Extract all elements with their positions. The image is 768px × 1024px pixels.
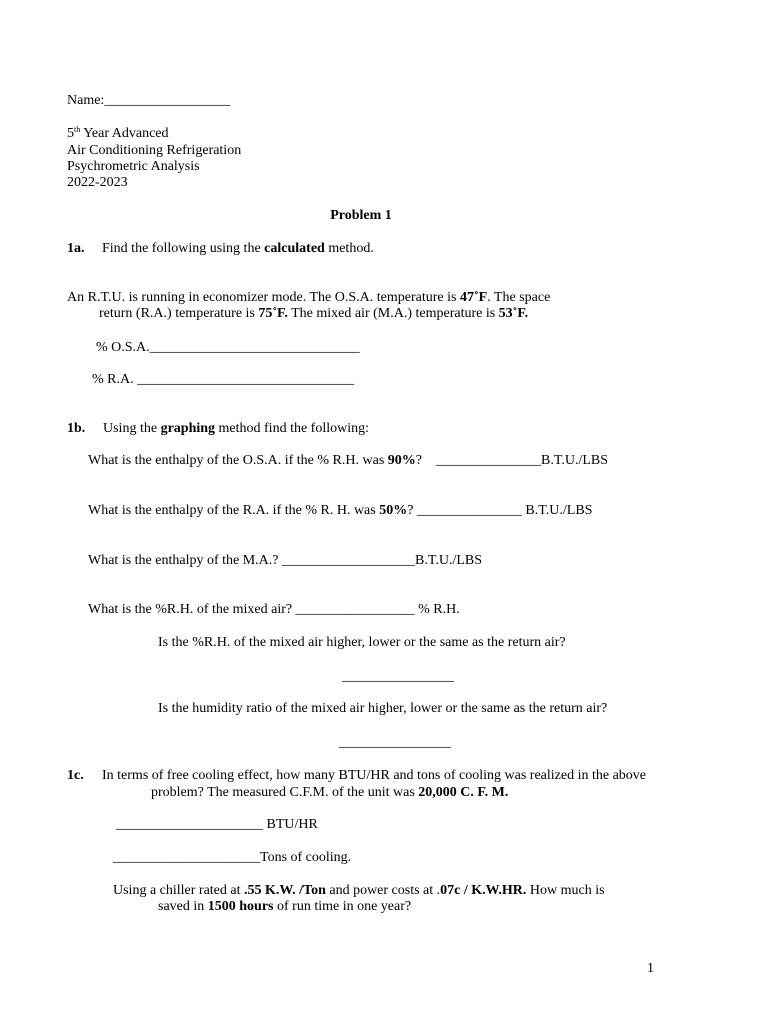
question-1c-line-1: In terms of free cooling effect, how many BTU/HR and tons of cooling was realized in the above <box>102 768 647 783</box>
school-year: 2022-2023 <box>67 175 128 190</box>
question-1a-number: 1a. <box>67 241 85 256</box>
name-field: Name:__________________ <box>67 93 231 108</box>
question-1b-text: Using the graphing method find the following: <box>103 421 370 436</box>
osa-temperature: 47˚F <box>459 290 488 305</box>
year-ordinal-suffix: th <box>74 125 81 134</box>
topic-title: Psychrometric Analysis <box>67 159 200 174</box>
rh-comparison-blank[interactable]: ________________ <box>342 669 454 684</box>
run-hours: 1500 hours <box>207 899 274 914</box>
chiller-question-line-2: saved in 1500 hours of run time in one year? <box>158 899 412 914</box>
page-number: 1 <box>647 961 654 976</box>
year-label <box>67 126 169 142</box>
question-1c-line-2: problem? The measured C.F.M. of the unit was 20,000 C. F. M. <box>151 785 509 800</box>
osa-rh-value: 90% <box>387 453 416 468</box>
ma-rh-question[interactable]: What is the %R.H. of the mixed air? _________________ % R.H. <box>88 602 460 617</box>
question-1b-number: 1b. <box>67 421 86 436</box>
course-title: Air Conditioning Refrigeration <box>67 143 242 158</box>
cfm-value: 20,000 C. F. M. <box>418 785 509 800</box>
chiller-rating: .55 K.W. /Ton <box>244 883 326 898</box>
ra-temperature: 75˚F. <box>258 306 288 321</box>
rh-comparison-question: Is the %R.H. of the mixed air higher, lower or the same as the return air? <box>158 635 566 650</box>
power-cost: 07c / K.W.HR. <box>440 883 527 898</box>
humidity-ratio-question: Is the humidity ratio of the mixed air higher, lower or the same as the return air? <box>158 701 608 716</box>
question-1c-number: 1c. <box>67 768 84 783</box>
osa-percent-blank[interactable]: % O.S.A.______________________________ <box>96 340 360 355</box>
osa-enthalpy-question[interactable]: What is the enthalpy of the O.S.A. if the % R.H. was 90%? _______________B.T.U./LBS <box>88 453 609 468</box>
year-number: 5 <box>67 126 74 141</box>
tons-cooling-blank[interactable]: _____________________Tons of cooling. <box>113 850 352 865</box>
problem-title: Problem 1 <box>330 208 392 223</box>
ra-percent-blank[interactable]: % R.A. _______________________________ <box>92 372 355 387</box>
calculated-emphasis: calculated <box>264 241 325 256</box>
year-label-rest: Year Advanced <box>80 126 169 141</box>
btu-hr-blank[interactable]: _____________________ BTU/HR <box>116 817 318 832</box>
graphing-emphasis: graphing <box>160 421 216 436</box>
humidity-ratio-blank[interactable]: ________________ <box>339 735 451 750</box>
ma-temperature: 53˚F. <box>498 306 529 321</box>
question-1a-text: Find the following using the calculated method. <box>102 241 374 256</box>
ra-enthalpy-question[interactable]: What is the enthalpy of the R.A. if the % R. H. was 50%? _______________ B.T.U./LBS <box>88 503 593 518</box>
scenario-line-1: An R.T.U. is running in economizer mode. The O.S.A. temperature is 47˚F. The space <box>67 290 551 305</box>
ma-enthalpy-question[interactable]: What is the enthalpy of the M.A.? ___________________B.T.U./LBS <box>88 553 483 568</box>
scenario-line-2: return (R.A.) temperature is 75˚F. The mixed air (M.A.) temperature is 53˚F. <box>99 306 529 321</box>
ra-rh-value: 50% <box>379 503 408 518</box>
chiller-question-line-1: Using a chiller rated at .55 K.W. /Ton and power costs at .07c / K.W.HR. How much is <box>113 883 605 898</box>
